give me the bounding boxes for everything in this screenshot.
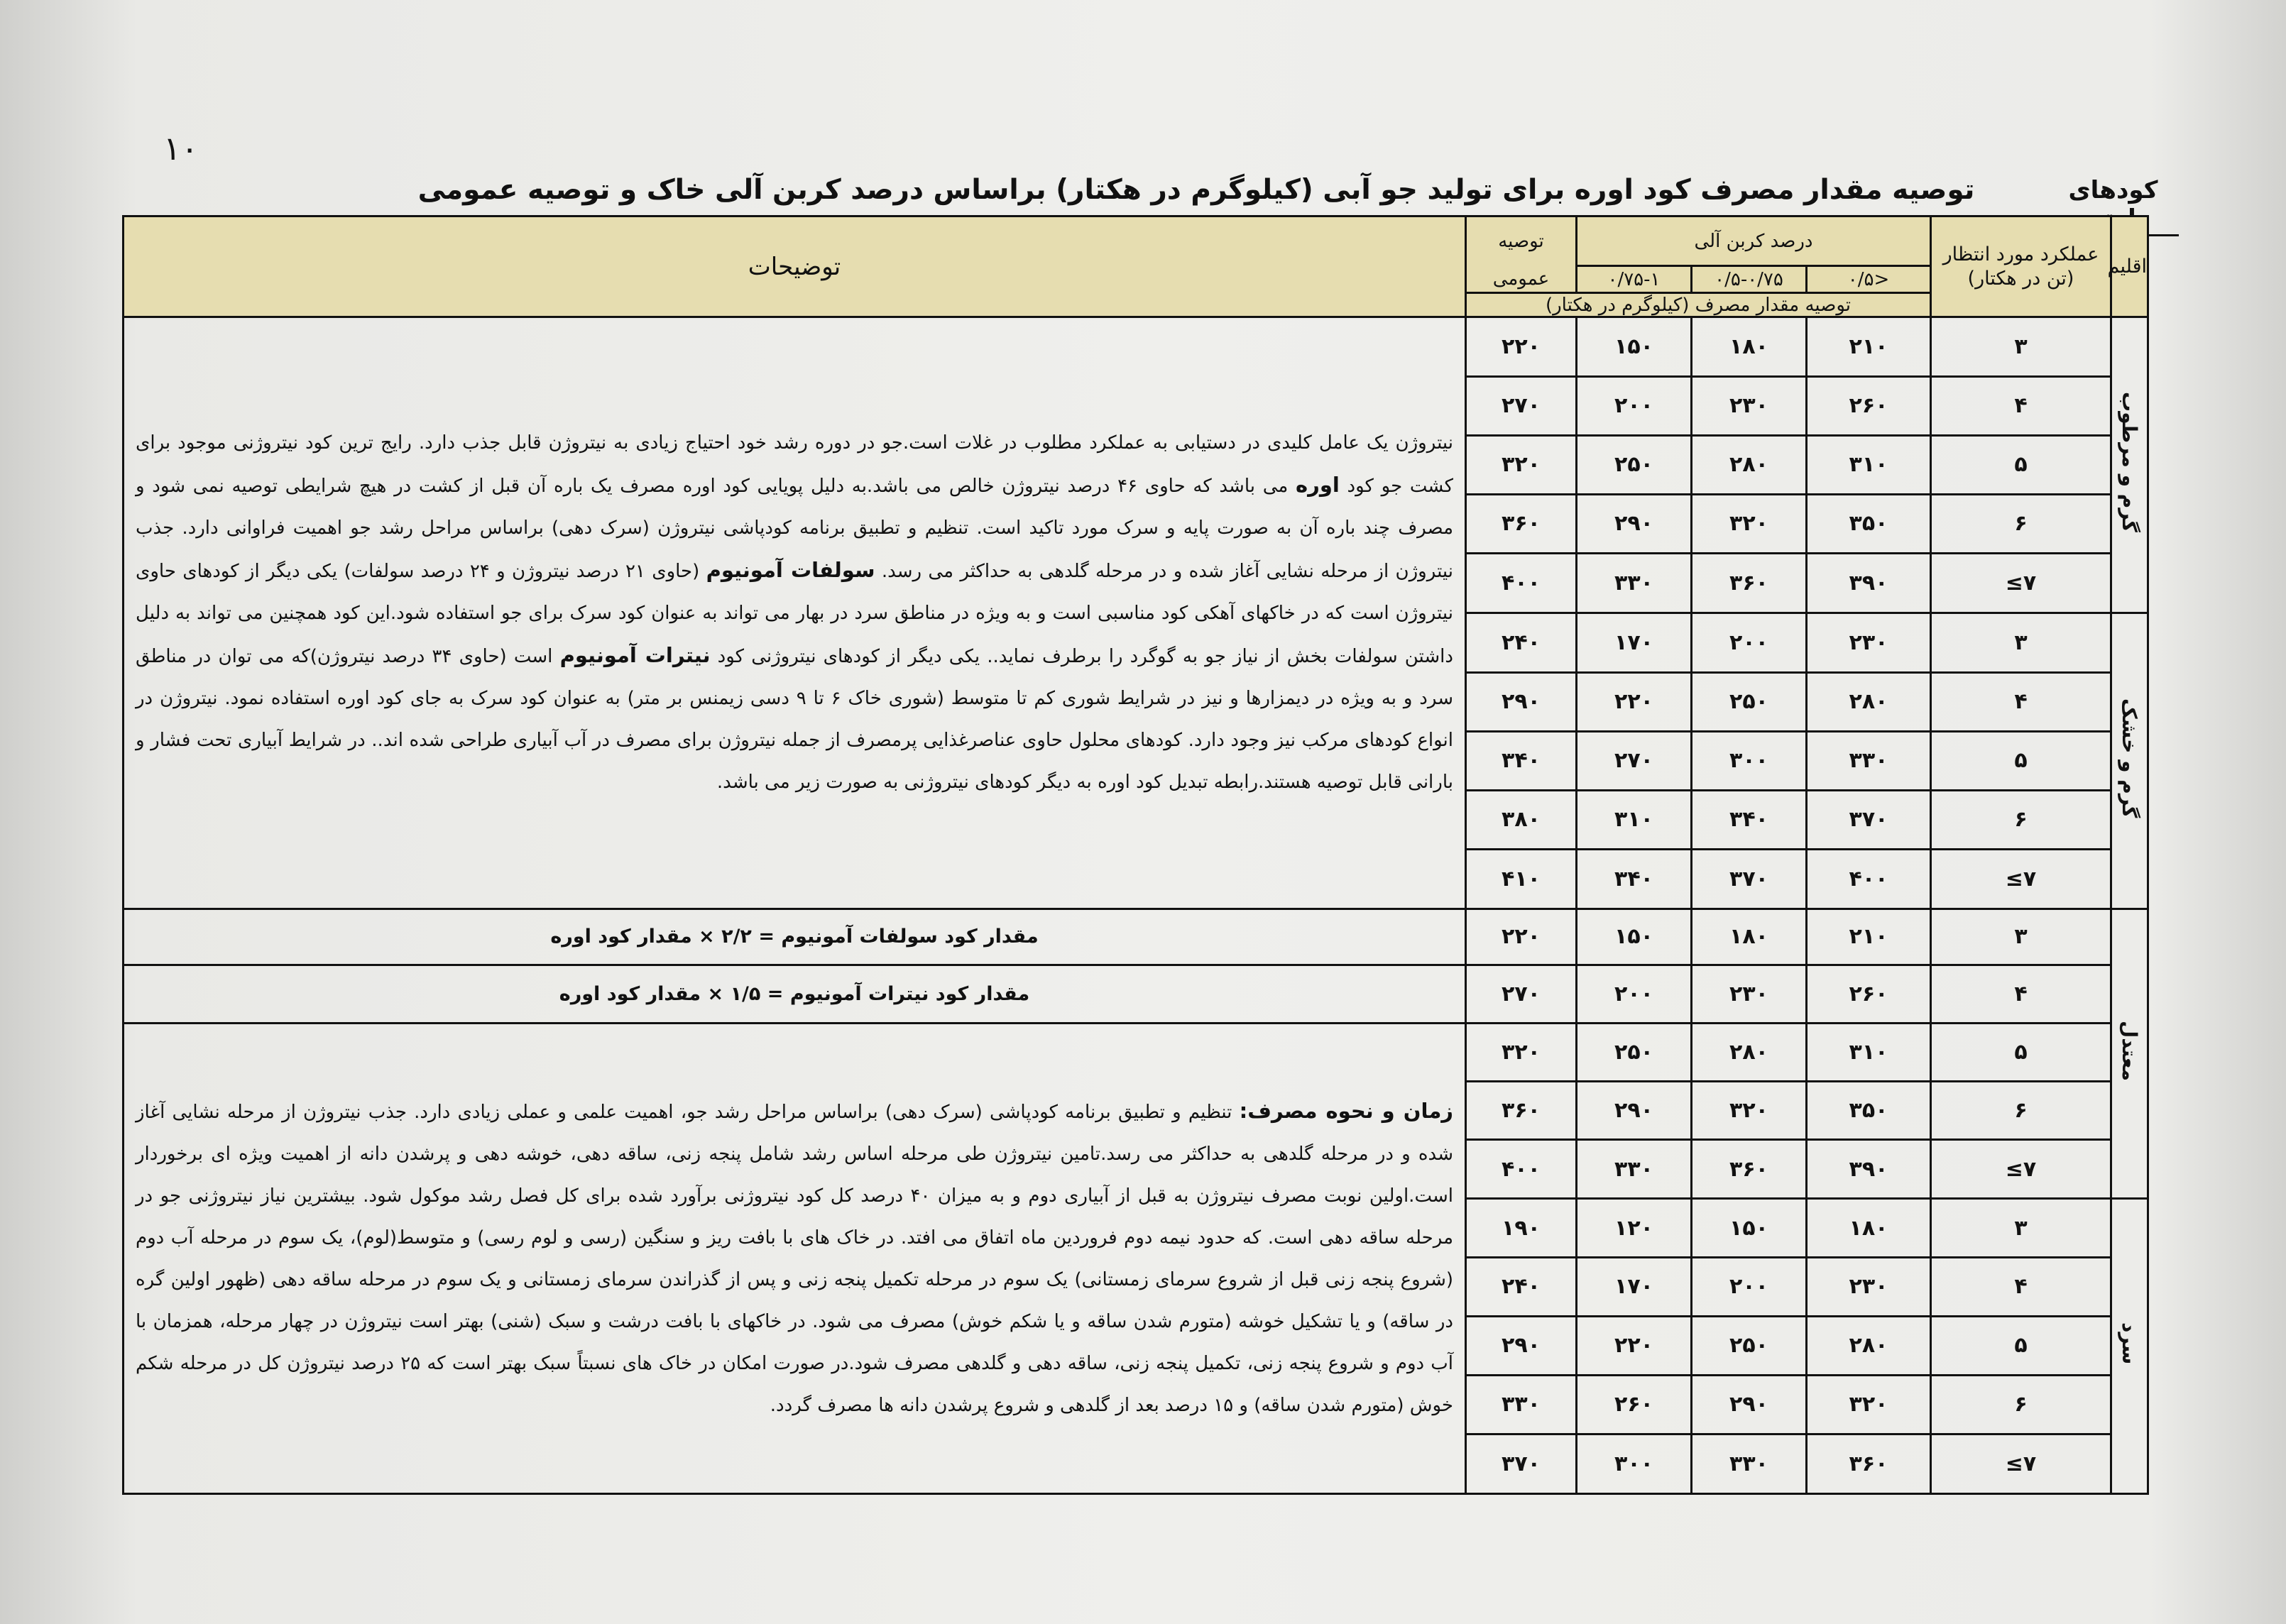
value-cell: ۱۸۰ [1692, 909, 1807, 965]
value-cell: ۲۱۰ [1807, 317, 1931, 377]
value-cell: ۲۶۰ [1807, 965, 1931, 1024]
value-cell: ۲۱۰ [1807, 909, 1931, 965]
climate-cell [2111, 317, 2148, 613]
value-cell: ۴۰۰ [1807, 849, 1931, 909]
header-carbon-low: <۰/۵ [1807, 266, 1931, 293]
general-cell: ۲۴۰ [1466, 1258, 1577, 1317]
value-cell: ۳۴۰ [1577, 849, 1692, 909]
general-cell: ۳۷۰ [1466, 1434, 1577, 1493]
value-cell: ۲۸۰ [1692, 435, 1807, 494]
value-cell: ۲۲۰ [1577, 672, 1692, 731]
general-cell: ۲۲۰ [1466, 909, 1577, 965]
yield-cell: ۴ [1931, 1258, 2111, 1317]
value-cell: ۲۸۰ [1807, 1316, 1931, 1375]
value-cell: ۲۰۰ [1577, 965, 1692, 1024]
header-usage: توصیه مقدار مصرف (کیلوگرم در هکتار) [1466, 293, 1931, 317]
value-cell: ۱۲۰ [1577, 1199, 1692, 1258]
climate-cell [2111, 1199, 2148, 1494]
value-cell: ۳۷۰ [1807, 790, 1931, 849]
term-urea: اوره [1296, 472, 1340, 497]
value-cell: ۳۶۰ [1692, 553, 1807, 613]
value-cell: ۳۱۰ [1577, 790, 1692, 849]
general-cell: ۳۸۰ [1466, 790, 1577, 849]
description-text: تنظیم و تطبیق برنامه کودپاشی (سرک دهی) براساس مراحل رشد جو، اهمیت علمی و عملی زیادی دارد. جذب نیتروژن از مرحله نشایی آغاز شده و در مرحله گلدهی به حداکثر می رسد.تامین نیتروژن طی مرحله اساس رشد شامل پنجه زنی، ساقه دهی، خوشه دهی و پرشدن دانه از اهمیت ویژه ای برخوردار است.اولین نوبت مصرف نیتروژن به قبل از آبیاری دوم و به میزان ۴۰ درصد کل کود نیتروژنی برآورد شده برای کل فصل رشد موکول شود. بیشترین نیاز نیتروژنی جو در مرحله ساقه دهی است. که حدود نیمه دوم فروردین ماه اتفاق می افتد. در خاک های با بافت ریز و سنگین (رسی و لوم رسی) و متوسط(لوم)، یک سوم در مرحله آب دوم (شروع پنجه زنی قبل از شروع سرمای زمستانی) یک سوم در مرحله تکمیل پنجه زنی و پس از گذراندن سرمای زمستانی و یک سوم در مرحله ساقه دهی (ظهور اولین گره در ساقه) و یا تشکیل خوشه (متورم شدن ساقه و یا شکم خوش) مصرف می شود. در خاکهای با بافت درشت و سبک (شنی) بهتر است نیتروژن در چهار مرحله، همزمان با آب دوم و شروع پنجه زنی، تکمیل پنجه زنی، ساقه دهی و گلدهی مصرف شود.در صورت امکان در خاک های نسبتاً سبک بهتر است که ۲۵ درصد نیتروژن کل در مرحله شکم خوش (متورم شدن ساقه) و ۱۵ درصد بعد از گلدهی و شروع پرشدن دانه ها مصرف گردد. [136, 1102, 1454, 1417]
value-cell: ۳۱۰ [1807, 435, 1931, 494]
general-cell: ۳۶۰ [1466, 494, 1577, 553]
yield-cell: ۳ [1931, 613, 2111, 672]
general-cell: ۳۴۰ [1466, 731, 1577, 790]
value-cell: ۱۸۰ [1692, 317, 1807, 377]
climate-temperate: معتدل [2118, 1021, 2141, 1082]
climate-cell [2111, 909, 2148, 1199]
value-cell: ۲۹۰ [1692, 1375, 1807, 1434]
yield-cell: ۶ [1931, 1082, 2111, 1140]
value-cell: ۳۱۰ [1807, 1024, 1931, 1082]
section-label: کودهای [2047, 176, 2179, 236]
value-cell: ۳۲۰ [1807, 1375, 1931, 1434]
value-cell: ۲۶۰ [1807, 376, 1931, 435]
general-cell: ۲۹۰ [1466, 672, 1577, 731]
yield-cell: ≤۷ [1931, 849, 2111, 909]
formula-ammonium-sulfate: مقدار کود سولفات آمونیوم = ۲/۲ × مقدار کود اوره [124, 909, 1466, 965]
page-title: توصیه مقدار مصرف کود اوره برای تولید جو آبی (کیلوگرم در هکتار) براساس درصد کربن آلی خاک و توصیه عمومی [417, 174, 1975, 206]
formula-ammonium-nitrate: مقدار کود نیترات آمونیوم = ۱/۵ × مقدار کود اوره [124, 965, 1466, 1024]
value-cell: ۱۵۰ [1577, 909, 1692, 965]
yield-cell: ۶ [1931, 1375, 2111, 1434]
yield-cell: ۵ [1931, 1024, 2111, 1082]
term-ammonium-nitrate: نیترات آمونیوم [559, 642, 711, 667]
value-cell: ۳۰۰ [1577, 1434, 1692, 1493]
value-cell: ۳۷۰ [1692, 849, 1807, 909]
general-cell: ۲۲۰ [1466, 317, 1577, 377]
value-cell: ۱۸۰ [1807, 1199, 1931, 1258]
value-cell: ۳۴۰ [1692, 790, 1807, 849]
value-cell: ۲۳۰ [1807, 1258, 1931, 1317]
yield-cell: ۴ [1931, 965, 2111, 1024]
description-timing [124, 1024, 1466, 1494]
yield-cell: ۵ [1931, 731, 2111, 790]
description-text: است (حاوی ۳۴ درصد نیتروژن)که می توان در مناطق سرد و به ویژه در دیمزارها و نیز در شرایط شوری کم تا متوسط (شوری خاک ۶ تا ۹ دسی زیمنس بر متر) به عنوان کود سرک به جای کود اوره استفاده نمود. نیتروژن در انواع کودهای مرکب نیز وجود دارد. کودهای محلول حاوی عناصرغذایی پرمصرف از جمله نیتروژن برای مصرف در آب آبیاری طراحی شده اند.. در شرایط آبیاری تحت فشار و بارانی قابل توصیه هستند.رابطه تبدیل کود اوره به دیگر کودهای نیتروژنی به صورت زیر می باشد. [136, 645, 1454, 793]
general-cell: ۳۶۰ [1466, 1082, 1577, 1140]
description-text: (حاوی ۲۱ درصد نیتروژن و ۲۴ درصد سولفات) یکی دیگر از کودهای حاوی نیتروژن است که در خاکهای آهکی کود مناسبی است و به ویژه در مناطق سرد در بهار می تواند به عنوان کود سرک برای جو استفاده شود.این کود همچنین می تواند به دلیل داشتن سولفات بخش از نیاز جو به گوگرد را برطرف نماید.. یکی دیگر از کودهای نیتروژنی کود [136, 560, 1453, 667]
value-cell: ۳۹۰ [1807, 553, 1931, 613]
climate-cold: سرد [2118, 1322, 2141, 1365]
value-cell: ۲۸۰ [1807, 672, 1931, 731]
general-cell: ۲۴۰ [1466, 613, 1577, 672]
yield-cell: ۳ [1931, 317, 2111, 377]
value-cell: ۳۵۰ [1807, 494, 1931, 553]
general-cell: ۲۹۰ [1466, 1316, 1577, 1375]
value-cell: ۳۳۰ [1807, 731, 1931, 790]
header-climate: اقلیم [2111, 216, 2148, 317]
climate-cell [2111, 613, 2148, 909]
value-cell: ۲۸۰ [1692, 1024, 1807, 1082]
fertilizer-table [122, 215, 2149, 1495]
value-cell: ۲۹۰ [1577, 1082, 1692, 1140]
general-cell: ۲۷۰ [1466, 376, 1577, 435]
value-cell: ۲۵۰ [1692, 1316, 1807, 1375]
yield-cell: ۵ [1931, 435, 2111, 494]
general-cell: ۴۰۰ [1466, 553, 1577, 613]
yield-cell: ۳ [1931, 1199, 2111, 1258]
general-cell: ۳۳۰ [1466, 1375, 1577, 1434]
value-cell: ۲۶۰ [1577, 1375, 1692, 1434]
value-cell: ۳۶۰ [1807, 1434, 1931, 1493]
value-cell: ۲۵۰ [1577, 435, 1692, 494]
value-cell: ۳۲۰ [1692, 494, 1807, 553]
value-cell: ۳۳۰ [1577, 553, 1692, 613]
value-cell: ۲۳۰ [1807, 613, 1931, 672]
header-description: توضیحات [124, 216, 1466, 317]
yield-cell: ۶ [1931, 494, 2111, 553]
value-cell: ۲۵۰ [1577, 1024, 1692, 1082]
header-general-top: توصیه [1466, 216, 1577, 266]
yield-cell: ۶ [1931, 790, 2111, 849]
value-cell: ۳۹۰ [1807, 1140, 1931, 1199]
general-cell: ۱۹۰ [1466, 1199, 1577, 1258]
general-cell: ۴۰۰ [1466, 1140, 1577, 1199]
header-carbon-high: ۰/۷۵-۱ [1577, 266, 1692, 293]
description-nitrogen-fertilizers [124, 317, 1466, 909]
yield-cell: ۴ [1931, 376, 2111, 435]
yield-cell: ≤۷ [1931, 1434, 2111, 1493]
timing-heading: زمان و نحوه مصرف: [1239, 1099, 1453, 1124]
value-cell: ۱۷۰ [1577, 1258, 1692, 1317]
term-ammonium-sulfate: سولفات آمونیوم [706, 557, 875, 582]
value-cell: ۱۷۰ [1577, 613, 1692, 672]
value-cell: ۲۵۰ [1692, 672, 1807, 731]
yield-cell: ≤۷ [1931, 1140, 2111, 1199]
yield-cell: ۳ [1931, 909, 2111, 965]
value-cell: ۳۳۰ [1692, 1434, 1807, 1493]
general-cell: ۳۲۰ [1466, 1024, 1577, 1082]
header-carbon: درصد کربن آلی [1577, 216, 1931, 266]
header-general-bottom: عمومی [1466, 266, 1577, 293]
value-cell: ۱۵۰ [1577, 317, 1692, 377]
value-cell: ۲۳۰ [1692, 376, 1807, 435]
header-carbon-mid: ۰/۵-۰/۷۵ [1692, 266, 1807, 293]
description-text: نیتروژن یک عامل کلیدی در دستیابی به عملکرد مطلوب در غلات است.جو در دوره رشد خود احتیاج زیادی به نیتروژن قابل جذب دارد. رایج ترین کود نیتروژنی موجود برای کشت جو کود [136, 432, 1453, 497]
yield-cell: ≤۷ [1931, 553, 2111, 613]
value-cell: ۲۹۰ [1577, 494, 1692, 553]
general-cell: ۲۷۰ [1466, 965, 1577, 1024]
value-cell: ۲۰۰ [1692, 613, 1807, 672]
value-cell: ۲۳۰ [1692, 965, 1807, 1024]
page-number: ۱۰ [163, 129, 199, 168]
climate-warm-humid: گرم و مرطوب [2118, 392, 2141, 533]
general-cell: ۴۱۰ [1466, 849, 1577, 909]
value-cell: ۲۷۰ [1577, 731, 1692, 790]
general-cell: ۳۲۰ [1466, 435, 1577, 494]
description-text: می باشد که حاوی ۴۶ درصد نیتروژن خالص می باشد.به دلیل پویایی کود اوره مصرف یک باره آن قبل از کشت در هیچ شرایطی توصیه نمی شود و مصرف چند باره آن به صورت پایه و سرک مورد تاکید است. تنظیم و تطبیق برنامه کودپاشی نیتروژن (سرک دهی) براساس مراحل رشد جو اهمیت فراوانی دارد. جذب نیتروژن از مرحله نشایی آغاز شده و در مرحله گلدهی به حداکثر می رسد. [136, 475, 1453, 582]
value-cell: ۲۰۰ [1577, 376, 1692, 435]
value-cell: ۲۲۰ [1577, 1316, 1692, 1375]
yield-cell: ۴ [1931, 672, 2111, 731]
value-cell: ۳۳۰ [1577, 1140, 1692, 1199]
header-yield: عملکرد مورد انتظار (تن در هکتار) [1931, 216, 2111, 317]
value-cell: ۳۲۰ [1692, 1082, 1807, 1140]
value-cell: ۲۰۰ [1692, 1258, 1807, 1317]
value-cell: ۳۰۰ [1692, 731, 1807, 790]
yield-cell: ۵ [1931, 1316, 2111, 1375]
value-cell: ۳۶۰ [1692, 1140, 1807, 1199]
value-cell: ۱۵۰ [1692, 1199, 1807, 1258]
climate-warm-dry: گرم و خشک [2118, 698, 2141, 818]
value-cell: ۳۵۰ [1807, 1082, 1931, 1140]
